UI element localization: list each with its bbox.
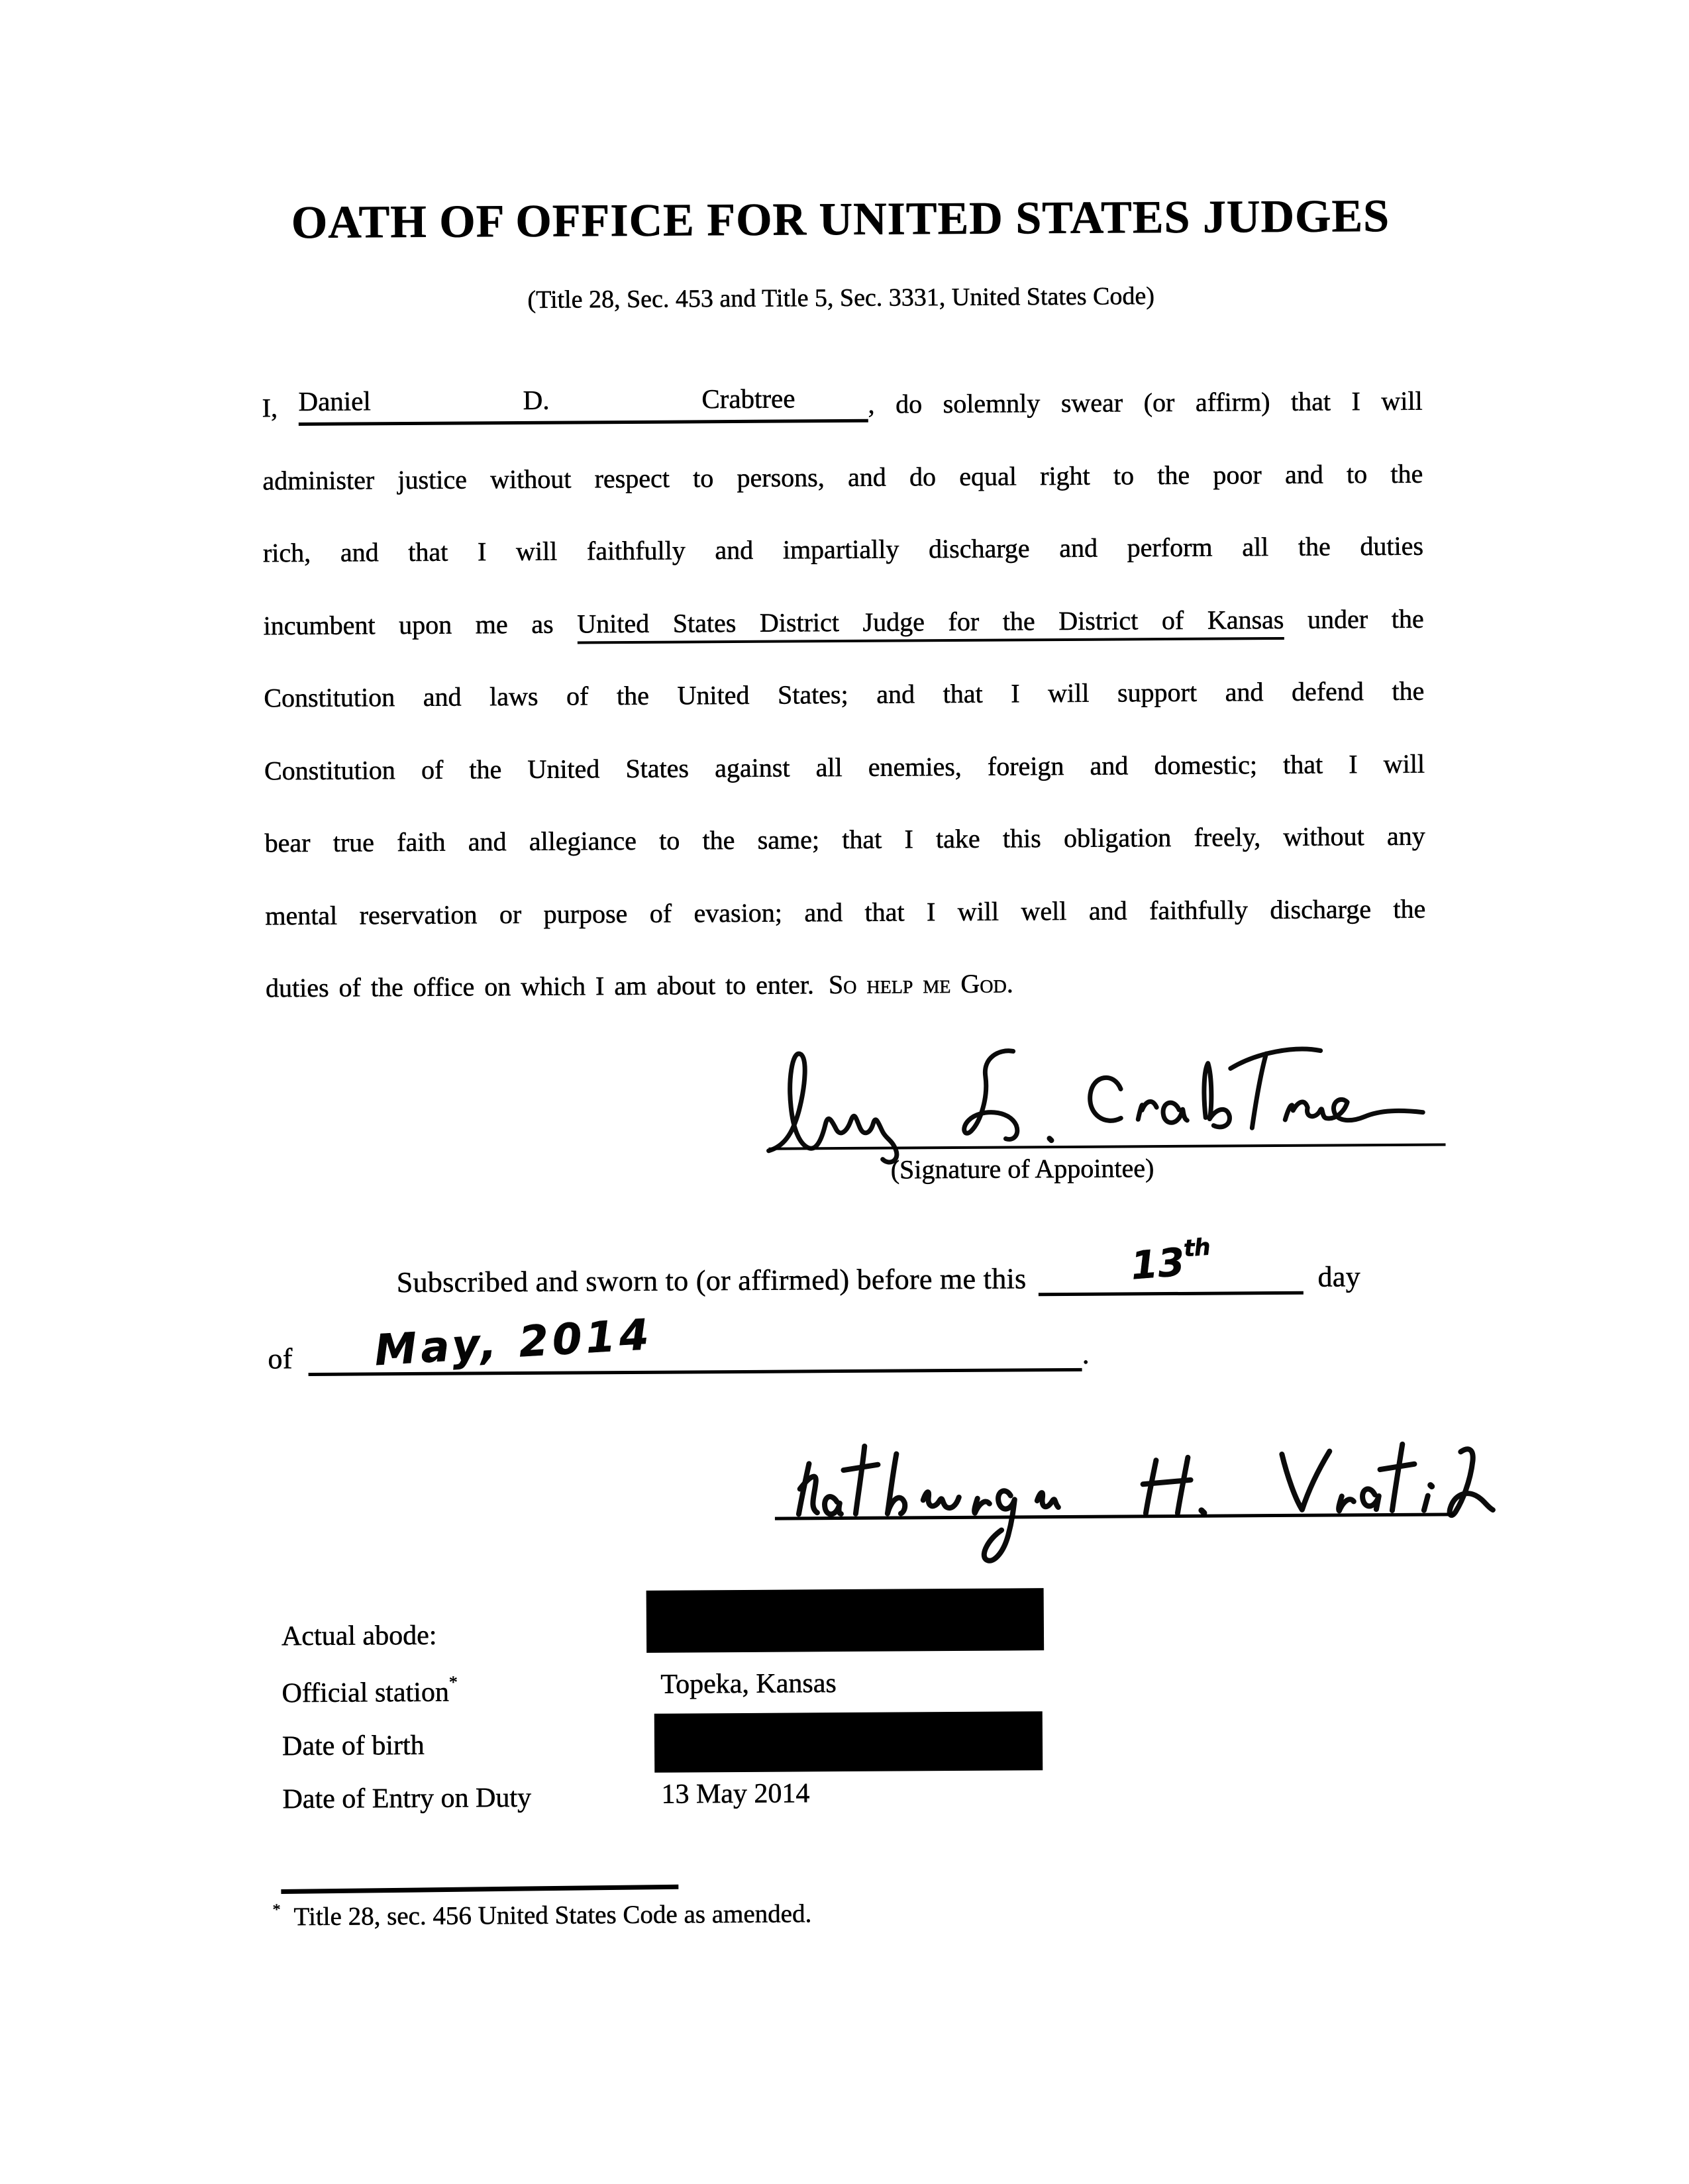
personal-details-section (281, 1586, 1441, 1815)
footnote-text: Title 28, sec. 456 United States Code as amended. (293, 1899, 812, 1932)
footnote-divider (281, 1885, 678, 1894)
value-date-of-entry: 13 May 2014 (661, 1778, 810, 1810)
oath-line-5: Constitution and laws of the United States; and that I will support and defend the (264, 675, 1425, 713)
document-subtitle: (Title 28, Sec. 453 and Title 5, Sec. 3331, United States Code) (527, 282, 1155, 314)
oath-line-4-prefix: incumbent upon me as (263, 609, 554, 640)
footnote-marker: * (272, 1901, 281, 1919)
judgeship-title-underlined: United States District Judge for the District of Kansas (577, 604, 1284, 644)
value-official-station: Topeka, Kansas (660, 1668, 837, 1700)
redaction-box-dob (654, 1711, 1043, 1773)
attestation-of: of (268, 1342, 293, 1375)
oath-line-2: administer justice without respect to persons, and do equal right to the poor and to the (262, 458, 1423, 495)
so-help-me-god: So help me God. (828, 968, 1013, 1000)
signature-caption: (Signature of Appointee) (890, 1153, 1154, 1185)
month-blank (309, 1310, 1082, 1376)
station-asterisk: * (448, 1672, 458, 1692)
oath-line-9 (266, 945, 1427, 1024)
attestation-day-word: day (1317, 1260, 1361, 1293)
redaction-box-abode (646, 1588, 1045, 1653)
oath-line-1 (262, 365, 1423, 444)
officiant-signature (758, 1411, 1527, 1574)
appointee-name: Daniel D. Crabtree (298, 383, 795, 417)
oath-intro: I, (262, 393, 278, 423)
label-official-station: Official station* (282, 1672, 458, 1709)
handwritten-month-year: May, 2014 (373, 1310, 654, 1376)
oath-line-3: rich, and that I will faithfully and impartially discharge and perform all the duties (262, 530, 1424, 568)
label-actual-abode: Actual abode: (281, 1620, 437, 1652)
day-blank (1038, 1234, 1303, 1296)
oath-line-8: mental reservation or purpose of evasion; and that I will well and faithfully discharge the (265, 893, 1426, 930)
handwritten-day: 13th (1129, 1234, 1211, 1289)
oath-line-1-suffix: , do solemnly swear (or affirm) that I will (868, 385, 1423, 419)
oath-line-7: bear true faith and allegiance to the same; that I take this obligation freely, without any (264, 820, 1425, 858)
footnote (272, 1898, 811, 1932)
label-date-of-birth: Date of birth (282, 1730, 425, 1762)
appointee-name-blank (298, 382, 868, 426)
appointee-signature-block (749, 1026, 1453, 1202)
oath-line-6: Constitution of the United States against all enemies, foreign and domestic; that I will (264, 748, 1425, 785)
label-date-of-entry: Date of Entry on Duty (282, 1782, 532, 1815)
attestation-period: . (1082, 1337, 1090, 1370)
officiant-signature-block (758, 1410, 1555, 1580)
attestation-prefix: Subscribed and sworn to (or affirmed) before me this (396, 1262, 1027, 1299)
oath-line-9-prefix: duties of the office on which I am about to enter. (265, 969, 815, 1003)
oath-line-4 (263, 582, 1424, 662)
attestation-line-1 (267, 1234, 1559, 1320)
attestation-line-2 (268, 1310, 1431, 1396)
oath-line-4-suffix: under the (1307, 603, 1424, 634)
document-title: OATH OF OFFICE FOR UNITED STATES JUDGES (291, 190, 1390, 249)
oath-paragraph (262, 365, 1426, 1024)
